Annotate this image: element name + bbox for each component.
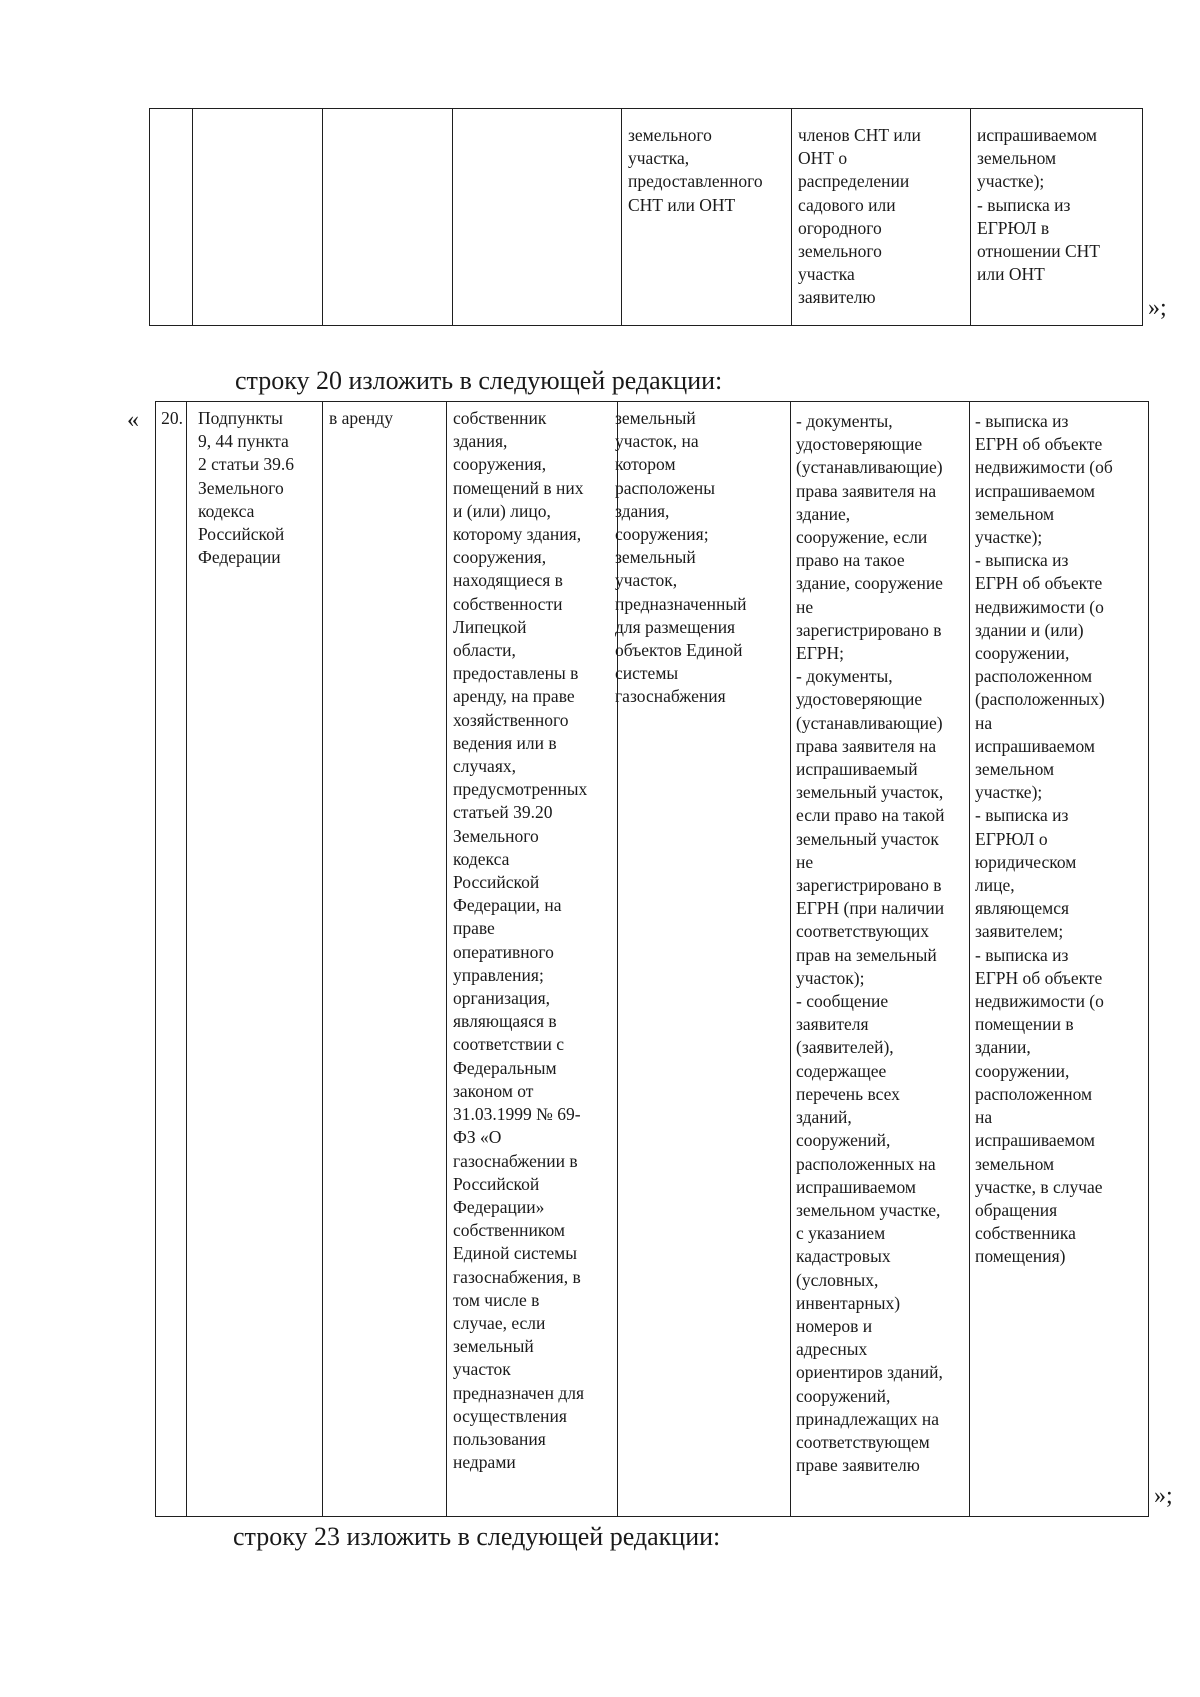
column-divider [969,402,970,1516]
table-row-20 [155,401,1149,1517]
cell-requested-documents: испрашиваемом земельном участке); - выписка из ЕГРЮЛ в отношении СНТ или ОНТ [977,125,1100,285]
opening-quote-mark: « [127,407,139,433]
cell-row-number: 20. [161,408,183,428]
cell-legal-basis: Подпункты 9, 44 пункта 2 статьи 39.6 Земельного кодекса Российской Федерации [198,408,295,568]
cell-applicant: собственник здания, сооружения, помещений в них и (или) лицо, которому здания, сооружения, находящиеся в собственности Липецкой области, предоставлены в аренду, на праве хозяйственного ведения или в случаях, предусмотренных статьей 39.20 Земельного кодекса Российской Федерации, на праве оперативного управления; организация, являющаяся в соответствии с Федеральным законом от 31.03.1999 № 69- ФЗ «О газоснабжении в Российской Федерации» собственником Единой системы газоснабжения, в том числе в случае, если земельный участок предназначен для осуществления пользования недрами [453,408,588,1473]
column-divider [192,109,193,325]
closing-quote-mark: »; [1154,1483,1173,1509]
table-continuation [149,108,1143,326]
column-divider [791,109,792,325]
column-divider [621,109,622,325]
cell-applicant-documents: членов СНТ или ОНТ о распределении садового или огородного земельного участка заявителю [798,125,921,308]
column-divider [970,109,971,325]
column-divider [186,402,187,1516]
column-divider [452,109,453,325]
column-divider [322,402,323,1516]
cell-requested-documents: - выписка из ЕГРН об объекте недвижимости (об испрашиваемом земельном участке); - выписка из ЕГРН об объекте недвижимости (о здании и (или) сооружении, расположенном (расположенных) на испрашиваемом земельном участке); - выписка из ЕГРЮЛ о юридическом лице, являющемся заявителем; - выписка из ЕГРН об объекте недвижимости (о помещении в здании, сооружении, расположенном на испрашиваемом земельном участке, в случае обращения собственника помещения) [975,411,1113,1267]
cell-right-type: в аренду [329,408,393,428]
cell-land-plot: земельного участка, предоставленного СНТ или ОНТ [628,125,763,215]
closing-quote-mark: »; [1148,295,1167,321]
amendment-heading-row-20: строку 20 изложить в следующей редакции: [235,366,723,395]
amendment-heading-row-23: строку 23 изложить в следующей редакции: [233,1522,721,1551]
column-divider [790,402,791,1516]
cell-applicant-documents: - документы, удостоверяющие (устанавливающие) права заявителя на здание, сооружение, если право на такое здание, сооружение не зарегистрировано в ЕГРН; - документы, удостоверяющие (устанавливающие) права заявителя на испрашиваемый земельный участок, если право на такой земельный участок не зарегистрировано в ЕГРН (при наличии соответствующих прав на земельный участок); - сообщение заявителя (заявителей), содержащее перечень всех зданий, сооружений, расположенных на испрашиваемом земельном участке, с указанием кадастровых (условных, инвентарных) номеров и адресных ориентиров зданий, сооружений, принадлежащих на соответствующем праве заявителю [796,411,945,1476]
cell-land-plot: земельный участок, на котором расположены здания, сооружения; земельный участок, предназначенный для размещения объектов Единой системы газоснабжения [615,408,747,707]
column-divider [446,402,447,1516]
column-divider [322,109,323,325]
